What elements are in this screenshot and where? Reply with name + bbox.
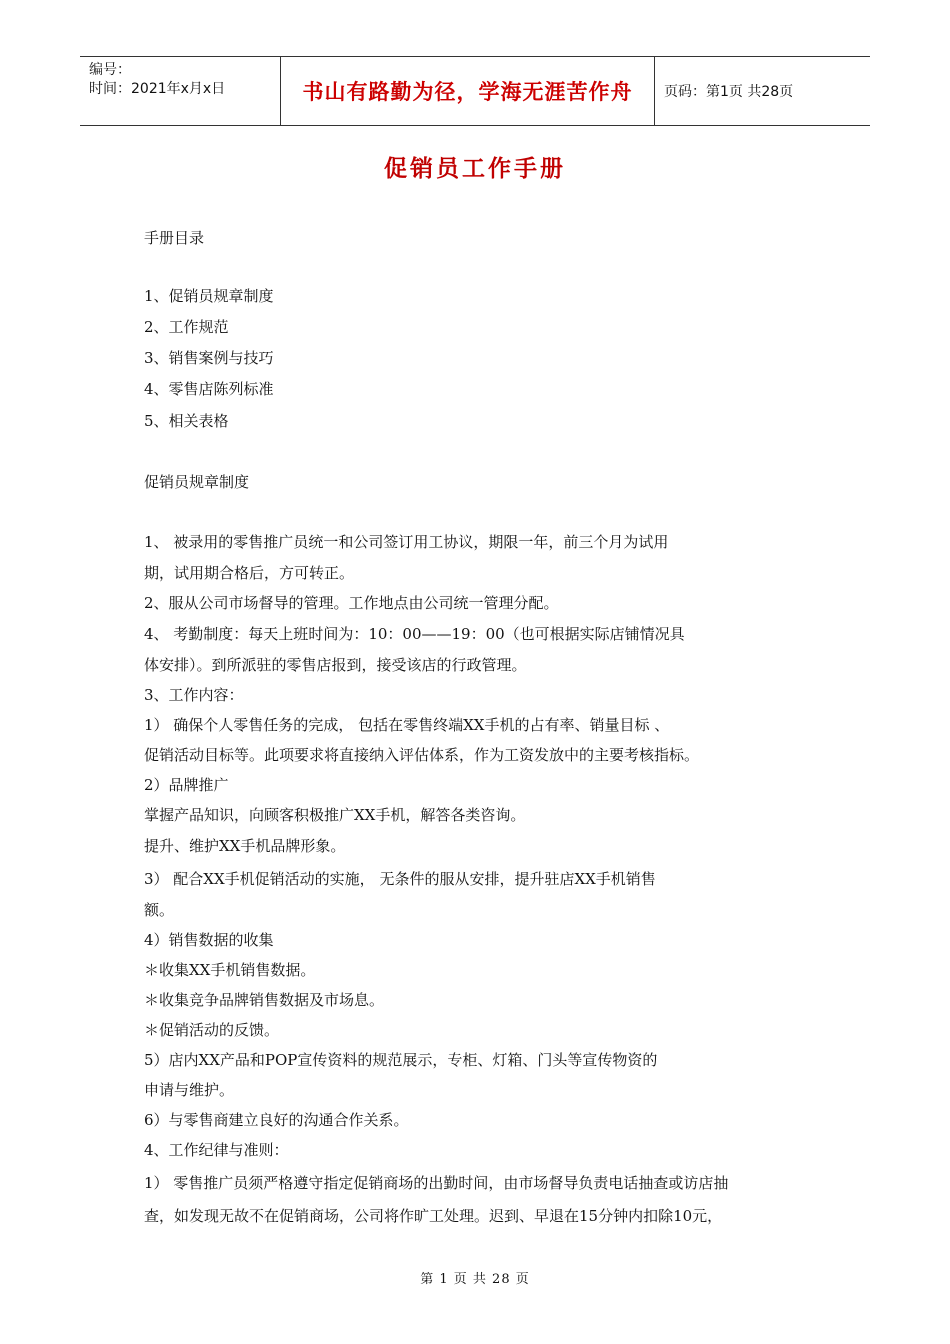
page-footer: 第 1 页 共 28 页 (420, 1272, 530, 1287)
paragraph-line: ＊收集竞争品牌销售数据及市场息。 (144, 991, 385, 1009)
paragraph-line: 4、工作纪律与准则： (144, 1141, 289, 1159)
paragraph-line: ＊收集XX手机销售数据。 (144, 961, 316, 979)
paragraph-line: 查，如发现无故不在促销商场，公司将作旷工处理。迟到、早退在15分钟内扣除10元， (144, 1207, 723, 1225)
paragraph-line: 掌握产品知识，向顾客积极推广XX手机，解答各类咨询。 (144, 806, 526, 824)
page-header (80, 56, 870, 126)
paragraph-line: 1） 零售推广员须严格遵守指定促销商场的出勤时间，由市场督导负责电话抽查或访店抽 (144, 1174, 729, 1192)
document-title: 促销员工作手册 (384, 156, 566, 182)
paragraph-line: 提升、维护XX手机品牌形象。 (144, 837, 346, 855)
paragraph-line: 额。 (144, 901, 175, 919)
toc-item: 2、工作规范 (144, 318, 229, 336)
toc-item: 3、销售案例与技巧 (144, 349, 274, 367)
paragraph-line: 申请与维护。 (144, 1081, 235, 1099)
paragraph-line: 3） 配合XX手机促销活动的实施， 无条件的服从安排，提升驻店XX手机销售 (144, 870, 656, 888)
toc-item: 5、相关表格 (144, 412, 229, 430)
section-heading: 促销员规章制度 (144, 473, 250, 491)
paragraph-line: 2）品牌推广 (144, 776, 229, 794)
document-number-label: 编号： (89, 62, 131, 78)
toc-item: 1、促销员规章制度 (144, 287, 274, 305)
header-motto: 书山有路勤为径，学海无涯苦作舟 (281, 57, 655, 125)
toc-item: 4、零售店陈列标准 (144, 380, 274, 398)
paragraph-line: 4、 考勤制度：每天上班时间为：10：00——19：00（也可根据实际店铺情况具 (144, 625, 685, 643)
document-time-label: 时间：2021年x月x日 (89, 81, 226, 97)
paragraph-line: 5）店内XX产品和POP宣传资料的规范展示，专柜、灯箱、门头等宣传物资的 (144, 1051, 658, 1069)
header-meta (80, 57, 281, 125)
header-page-info: 页码：第1页 共28页 (664, 84, 794, 100)
paragraph-line: 2、服从公司市场督导的管理。工作地点由公司统一管理分配。 (144, 594, 559, 612)
paragraph-line: 4）销售数据的收集 (144, 931, 274, 949)
paragraph-line: 体安排）。到所派驻的零售店报到，接受该店的行政管理。 (144, 656, 527, 674)
paragraph-line: 3、工作内容： (144, 686, 244, 704)
paragraph-line: 1） 确保个人零售任务的完成， 包括在零售终端XX手机的占有率、销量目标 、 (144, 716, 670, 734)
paragraph-line: 1、 被录用的零售推广员统一和公司签订用工协议，期限一年，前三个月为试用 (144, 533, 669, 551)
paragraph-line: 促销活动目标等。此项要求将直接纳入评估体系，作为工资发放中的主要考核指标。 (144, 746, 700, 764)
paragraph-line: 6）与零售商建立良好的沟通合作关系。 (144, 1111, 409, 1129)
paragraph-line: ＊促销活动的反馈。 (144, 1021, 280, 1039)
paragraph-line: 期，试用期合格后，方可转正。 (144, 564, 355, 582)
toc-heading: 手册目录 (144, 229, 205, 247)
